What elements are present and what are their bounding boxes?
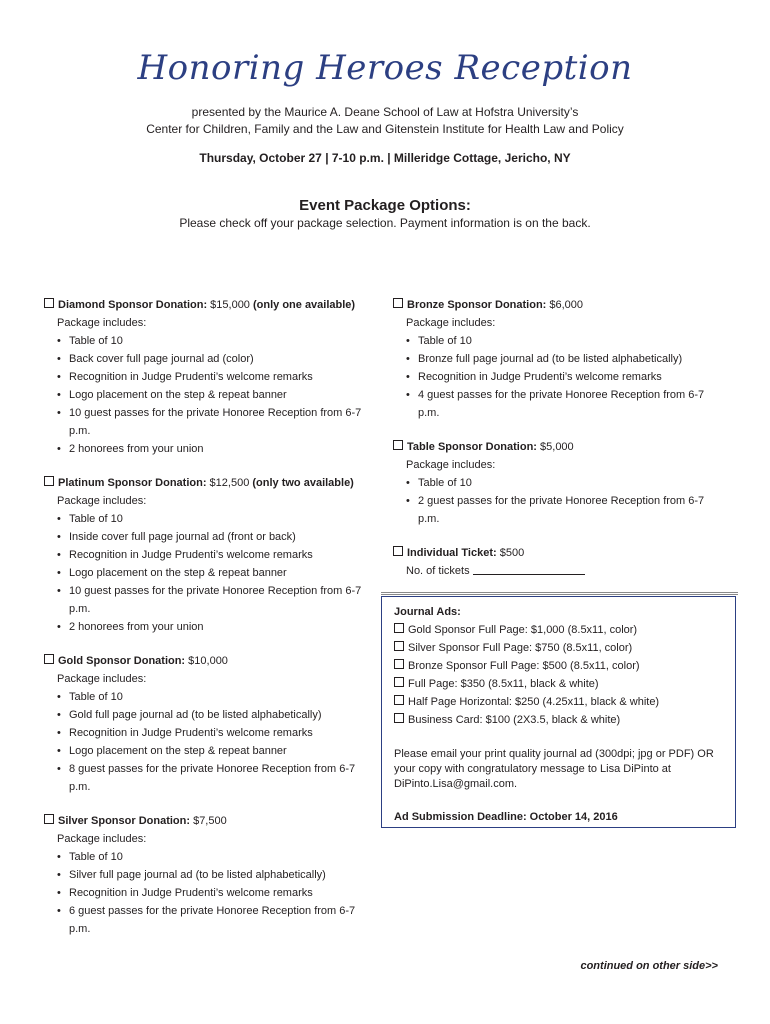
list-item: • Table of 10 [57,688,364,706]
package-price: $15,000 [207,299,250,311]
ad-option-label: Half Page Horizontal: $250 (4.25x11, black & white) [408,696,660,708]
packages-right-column [393,296,723,596]
package-includes-label: Package includes: [406,317,496,329]
list-item: • Recognition in Judge Prudenti’s welcome remarks [57,546,364,564]
ad-option-checkbox[interactable] [394,695,404,705]
ad-option-checkbox[interactable] [394,623,404,633]
list-item: • Bronze full page journal ad (to be listed alphabetically) [406,350,723,368]
list-item: • Inside cover full page journal ad (front or back) [57,528,364,546]
package-table [393,438,723,528]
options-instructions: Please check off your package selection. Payment information is on the back. [179,216,591,230]
list-item: • Table of 10 [406,332,723,350]
list-item: • Table of 10 [57,510,364,528]
page-title: Honoring Heroes Reception [137,48,633,88]
package-includes-label: Package includes: [406,459,496,471]
package-includes-label: Package includes: [57,673,147,685]
package-price: $5,000 [536,441,574,453]
list-item: • 8 guest passes for the private Honoree Reception from 6-7 p.m. [57,760,364,796]
package-name: Bronze Sponsor Donation: [407,299,547,311]
ad-option-label: Silver Sponsor Full Page: $750 (8.5x11, color) [408,642,633,654]
package-name: Silver Sponsor Donation: [58,815,191,827]
package-table-checkbox[interactable] [393,440,403,450]
package-diamond-title [44,296,364,314]
package-platinum-title [44,474,364,492]
list-item: • Recognition in Judge Prudenti’s welcome remarks [406,368,723,386]
list-item: • Back cover full page journal ad (color) [57,350,364,368]
ticket-name: Individual Ticket: [407,547,497,559]
package-diamond [44,296,364,458]
package-silver-title [44,812,364,830]
ad-option-label: Full Page: $350 (8.5x11, black & white) [408,678,599,690]
ad-option-label: Business Card: $100 (2X3.5, black & white) [408,714,621,726]
package-gold-checkbox[interactable] [44,654,54,664]
package-includes-label: Package includes: [57,495,147,507]
list-item: • 10 guest passes for the private Honoree Reception from 6-7 p.m. [57,404,364,440]
package-bronze-title [393,296,723,314]
package-items [44,510,364,636]
journal-ads-title: Journal Ads: [394,606,461,618]
ad-submission-deadline: Ad Submission Deadline: October 14, 2016 [394,811,618,823]
ad-option-business-card [394,711,723,729]
package-items [44,848,364,938]
package-name: Table Sponsor Donation: [407,441,537,453]
ticket-count-row [393,562,723,580]
ad-option-full-page [394,675,723,693]
journal-ads-note: Please email your print quality journal ad (300dpi; jpg or PDF) OR your copy with congratulatory message to Lisa DiPinto at DiPinto.Lisa@gmail.com. [394,748,714,790]
ad-option-checkbox[interactable] [394,713,404,723]
ticket-price: $500 [496,547,525,559]
package-price: $7,500 [190,815,227,827]
package-gold [44,652,364,796]
package-items [393,474,723,528]
list-item: • 6 guest passes for the private Honoree Reception from 6-7 p.m. [57,902,364,938]
package-silver [44,812,364,938]
list-item: • Recognition in Judge Prudenti’s welcome remarks [57,884,364,902]
package-platinum-checkbox[interactable] [44,476,54,486]
ad-option-silver [394,639,723,657]
list-item: • Table of 10 [406,474,723,492]
package-platinum [44,474,364,636]
package-gold-title [44,652,364,670]
list-item: • Recognition in Judge Prudenti’s welcome remarks [57,724,364,742]
package-includes-label: Package includes: [57,317,147,329]
event-dateline: Thursday, October 27 | 7-10 p.m. | Milleridge Cottage, Jericho, NY [199,151,571,165]
continued-note: continued on other side>> [580,960,718,972]
list-item: • 4 guest passes for the private Honoree Reception from 6-7 p.m. [406,386,723,422]
list-item: • Recognition in Judge Prudenti’s welcome remarks [57,368,364,386]
subtitle-line-2: Center for Children, Family and the Law and Gitenstein Institute for Health Law and Policy [146,122,624,136]
ad-option-checkbox[interactable] [394,677,404,687]
package-silver-checkbox[interactable] [44,814,54,824]
package-price: $12,500 [206,477,250,489]
package-price: $6,000 [546,299,584,311]
package-table-title [393,438,723,456]
package-bronze-checkbox[interactable] [393,298,403,308]
individual-ticket-title [393,544,723,562]
ad-option-label: Gold Sponsor Full Page: $1,000 (8.5x11, color) [408,624,638,636]
package-items [44,332,364,458]
package-items [44,688,364,796]
package-bronze [393,296,723,422]
package-price: $10,000 [185,655,228,667]
ad-option-checkbox[interactable] [394,659,404,669]
packages-left-column [44,296,364,954]
ticket-count-field[interactable] [473,563,585,575]
package-name: Platinum Sponsor Donation: [58,477,207,489]
package-items [393,332,723,422]
ad-option-bronze [394,657,723,675]
ad-option-label: Bronze Sponsor Full Page: $500 (8.5x11, color) [408,660,640,672]
list-item: • Logo placement on the step & repeat banner [57,742,364,760]
options-heading: Event Package Options: [299,197,471,214]
divider [381,592,738,595]
package-includes-label: Package includes: [57,833,147,845]
list-item: • Gold full page journal ad (to be listed alphabetically) [57,706,364,724]
ad-option-half-page [394,693,723,711]
package-diamond-checkbox[interactable] [44,298,54,308]
package-name: Diamond Sponsor Donation: [58,299,208,311]
ad-option-gold [394,621,723,639]
subtitle-line-1: presented by the Maurice A. Deane School of Law at Hofstra University’s [191,105,579,119]
package-name: Gold Sponsor Donation: [58,655,186,667]
journal-ads-box [381,596,736,828]
ad-option-checkbox[interactable] [394,641,404,651]
list-item: • Table of 10 [57,332,364,350]
individual-ticket [393,544,723,580]
package-note: (only two available) [249,477,354,489]
list-item: • 2 honorees from your union [57,440,364,458]
list-item: • 10 guest passes for the private Honoree Reception from 6-7 p.m. [57,582,364,618]
presenter-subtitle [0,104,770,138]
list-item: • 2 guest passes for the private Honoree Reception from 6-7 p.m. [406,492,723,528]
ticket-count-label: No. of tickets [406,565,473,577]
list-item: • Silver full page journal ad (to be listed alphabetically) [57,866,364,884]
list-item: • 2 honorees from your union [57,618,364,636]
list-item: • Logo placement on the step & repeat banner [57,564,364,582]
list-item: • Table of 10 [57,848,364,866]
list-item: • Logo placement on the step & repeat banner [57,386,364,404]
individual-ticket-checkbox[interactable] [393,546,403,556]
package-note: (only one available) [249,299,356,311]
